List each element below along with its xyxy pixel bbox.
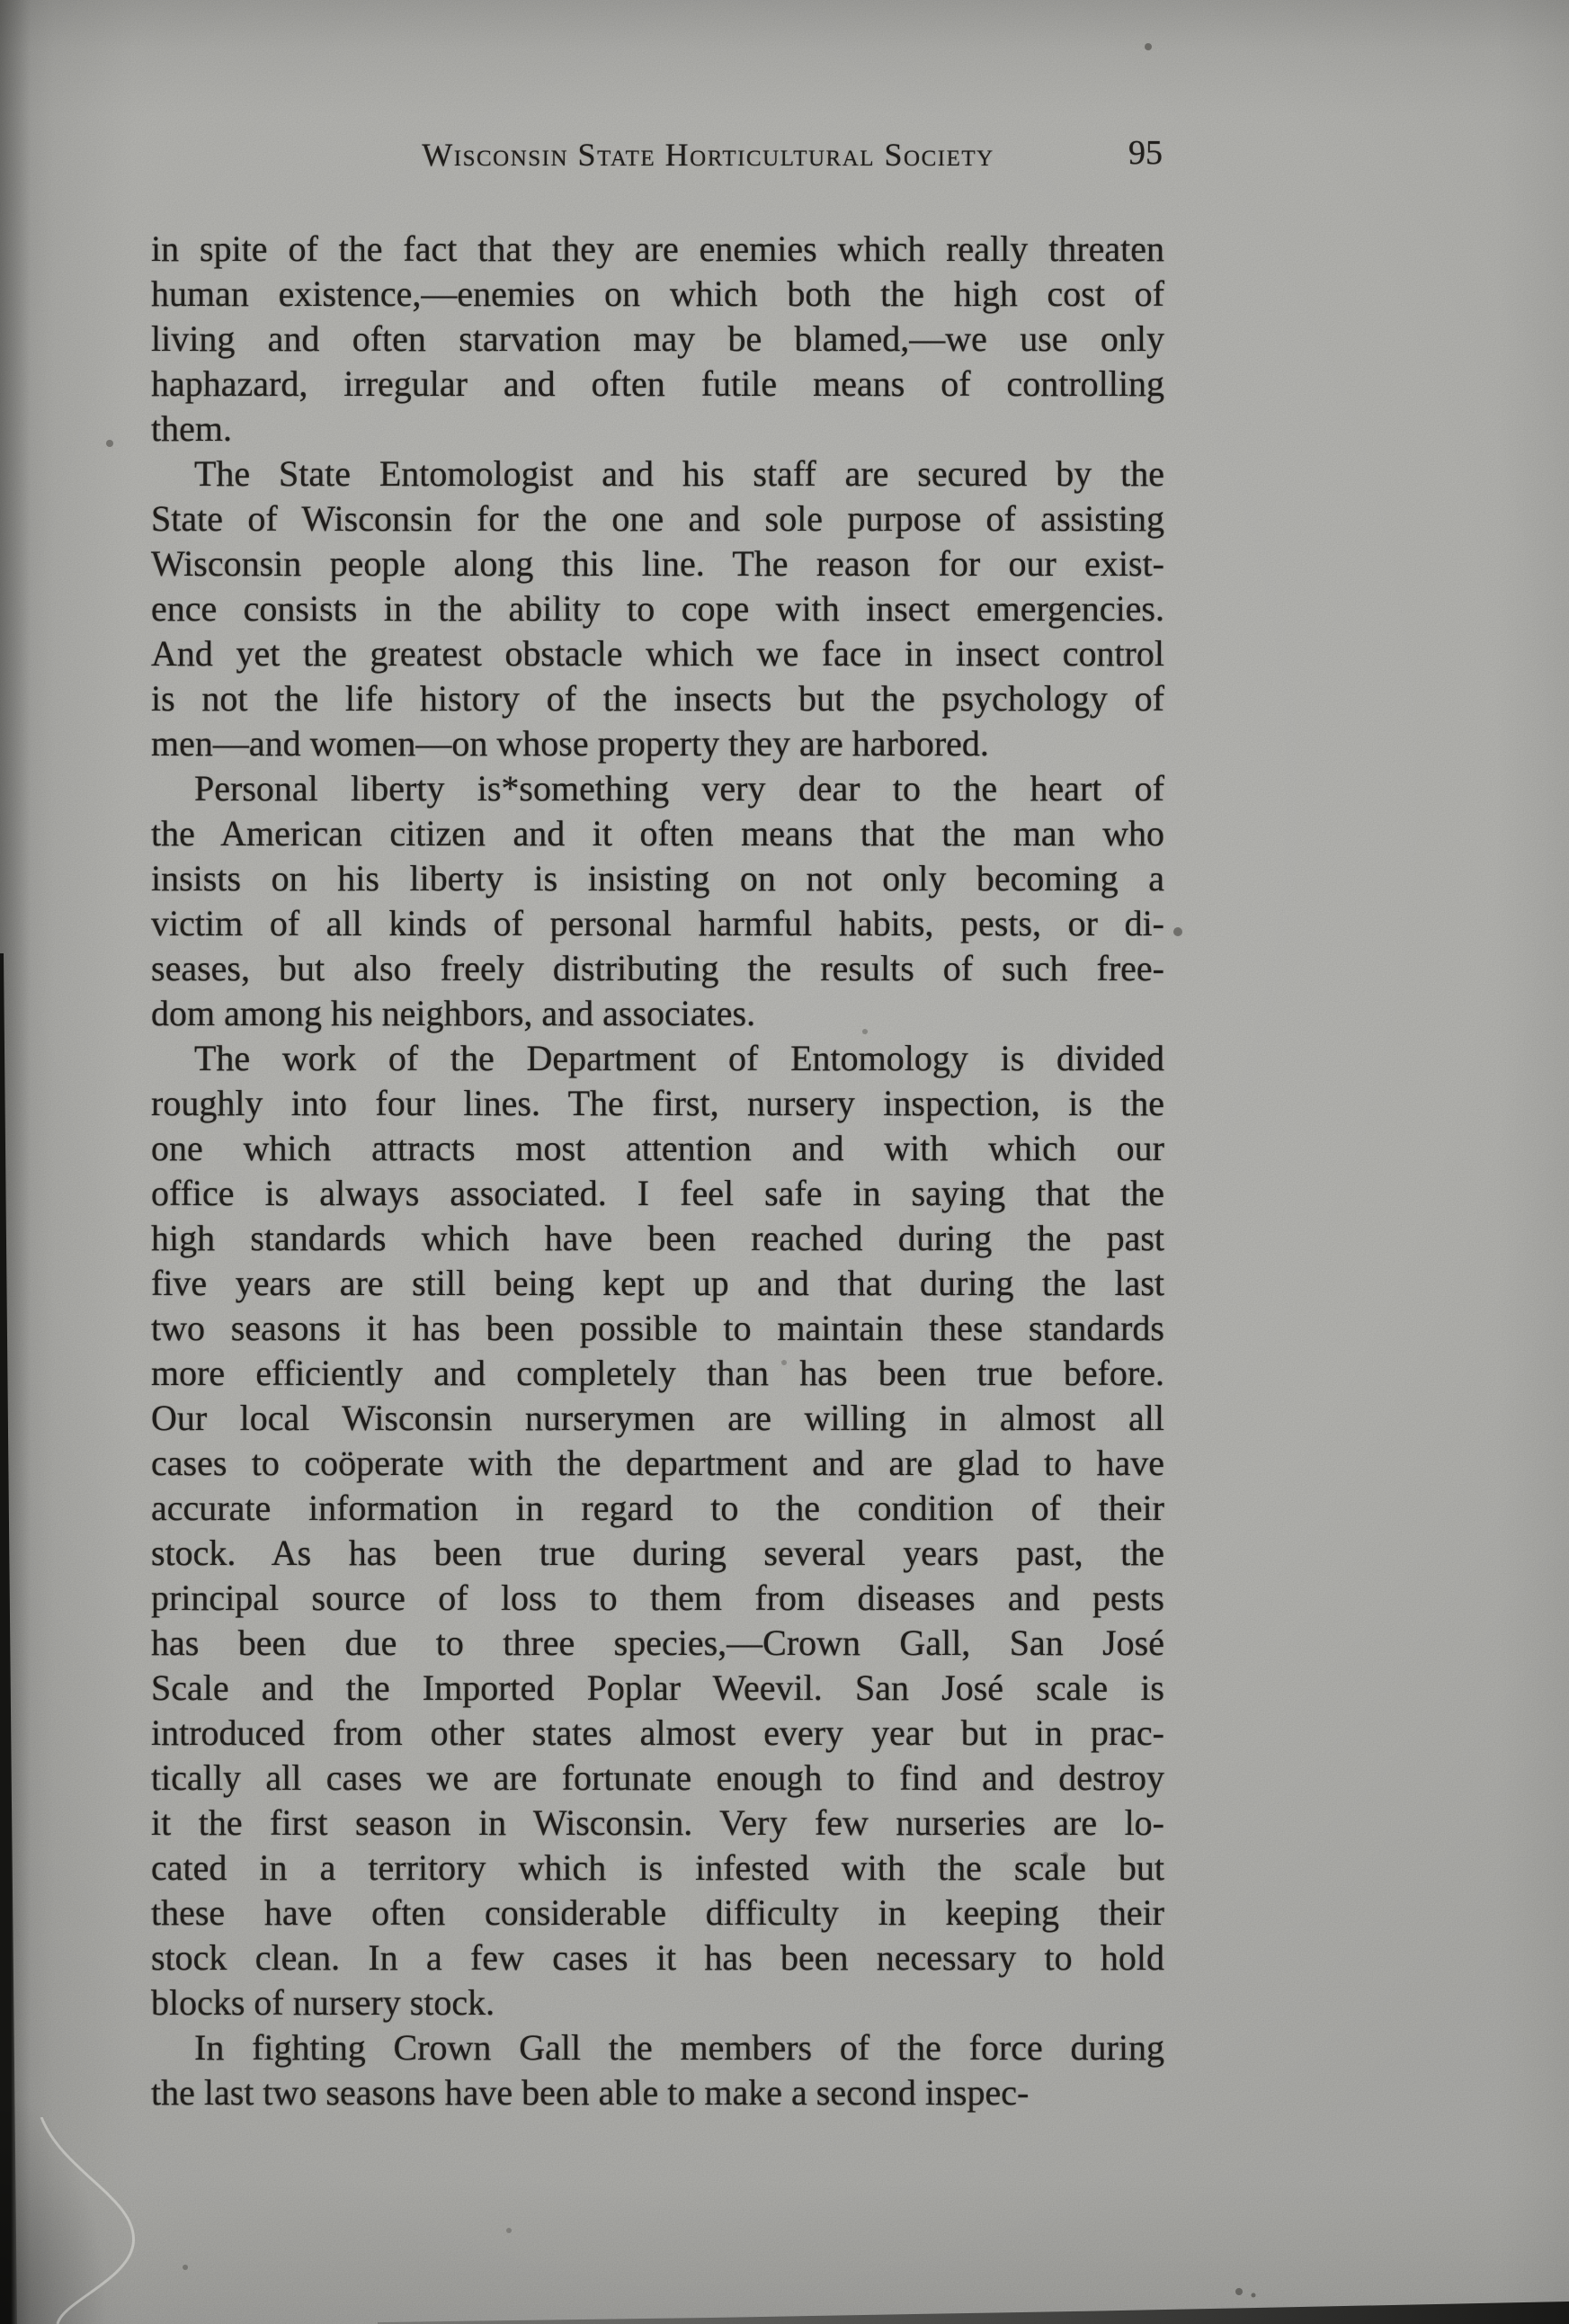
spine-shadow-soft bbox=[0, 0, 31, 2324]
page-curl-crease bbox=[7, 2117, 205, 2324]
text-line: more efficiently and completely than has been true before. bbox=[151, 1353, 1164, 1393]
text-line: victim of all kinds of personal harmful habits, pests, or di- bbox=[151, 903, 1164, 943]
text-line: The work of the Department of Entomology is divided bbox=[194, 1038, 1164, 1078]
text-line: human existence,—enemies on which both the high cost of bbox=[151, 273, 1164, 314]
running-head bbox=[151, 134, 1164, 180]
spine-shadow-dark bbox=[0, 953, 20, 2324]
text-line: Our local Wisconsin nurserymen are willing in almost all bbox=[151, 1398, 1164, 1438]
text-line: the American citizen and it often means that the man who bbox=[151, 813, 1164, 854]
text-line: men—and women—on whose property they are harbored. bbox=[151, 723, 989, 764]
text-line: tically all cases we are fortunate enough to find and destroy bbox=[151, 1757, 1164, 1798]
text-line: cases to coöperate with the department and are glad to have bbox=[151, 1443, 1164, 1483]
text-line: the last two seasons have been able to make a second inspec- bbox=[151, 2072, 1030, 2113]
paragraph bbox=[151, 766, 1164, 1036]
text-line: seases, but also freely distributing the results of such free- bbox=[151, 948, 1164, 988]
text-line: stock clean. In a few cases it has been necessary to hold bbox=[151, 1937, 1164, 1978]
text-line: State of Wisconsin for the one and sole purpose of assisting bbox=[151, 498, 1164, 539]
text-line: And yet the greatest obstacle which we face in insect control bbox=[151, 633, 1164, 674]
text-line: these have often considerable difficulty in keeping their bbox=[151, 1892, 1164, 1933]
text-line: principal source of loss to them from diseases and pests bbox=[151, 1578, 1164, 1618]
text-line: roughly into four lines. The first, nursery inspection, is the bbox=[151, 1083, 1164, 1123]
paragraph bbox=[151, 2025, 1164, 2115]
paragraph bbox=[151, 227, 1164, 451]
text-line: five years are still being kept up and that during the last bbox=[151, 1263, 1164, 1303]
page-header-title: Wisconsin State Horticultural Society bbox=[422, 137, 994, 173]
text-line: two seasons it has been possible to maintain these standards bbox=[151, 1308, 1164, 1348]
text-line: insists on his liberty is insisting on not only becoming a bbox=[151, 858, 1164, 898]
text-line: has been due to three species,—Crown Gall, San José bbox=[151, 1622, 1164, 1663]
text-line: The State Entomologist and his staff are secured by the bbox=[194, 453, 1164, 494]
text-line: Scale and the Imported Poplar Weevil. San José scale is bbox=[151, 1667, 1164, 1708]
text-line: stock. As has been true during several years past, the bbox=[151, 1533, 1164, 1573]
text-block bbox=[151, 227, 1164, 2115]
bottom-left-corner-shade bbox=[0, 2090, 108, 2324]
text-line: living and often starvation may be blamed,—we use only bbox=[151, 318, 1164, 359]
text-line: high standards which have been reached during the past bbox=[151, 1218, 1164, 1258]
text-line: blocks of nursery stock. bbox=[151, 1982, 495, 2023]
text-line: ence consists in the ability to cope with insect emergencies. bbox=[151, 588, 1164, 629]
paragraph bbox=[151, 1036, 1164, 2025]
text-line: Personal liberty is*something very dear to the heart of bbox=[194, 768, 1164, 809]
text-line: it the first season in Wisconsin. Very few nurseries are lo- bbox=[151, 1802, 1164, 1843]
bottom-scan-edge bbox=[378, 2295, 1569, 2324]
text-line: Wisconsin people along this line. The reason for our exist- bbox=[151, 543, 1164, 584]
paragraph bbox=[151, 451, 1164, 766]
text-line: cated in a territory which is infested with the scale but bbox=[151, 1847, 1164, 1888]
text-line: in spite of the fact that they are enemies which really threaten bbox=[151, 228, 1164, 269]
text-line: accurate information in regard to the condition of their bbox=[151, 1488, 1164, 1528]
text-line: dom among his neighbors, and associates. bbox=[151, 993, 756, 1033]
text-line: office is always associated. I feel safe in saying that the bbox=[151, 1173, 1164, 1213]
text-line: haphazard, irregular and often futile means of controlling bbox=[151, 363, 1164, 404]
text-line: them. bbox=[151, 408, 232, 449]
text-line: one which attracts most attention and with which our bbox=[151, 1128, 1164, 1168]
text-line: In fighting Crown Gall the members of the force during bbox=[194, 2027, 1164, 2068]
text-line: is not the life history of the insects but the psychology of bbox=[151, 678, 1164, 719]
text-line: introduced from other states almost every year but in prac- bbox=[151, 1712, 1164, 1753]
page-number: 95 bbox=[1128, 134, 1163, 172]
